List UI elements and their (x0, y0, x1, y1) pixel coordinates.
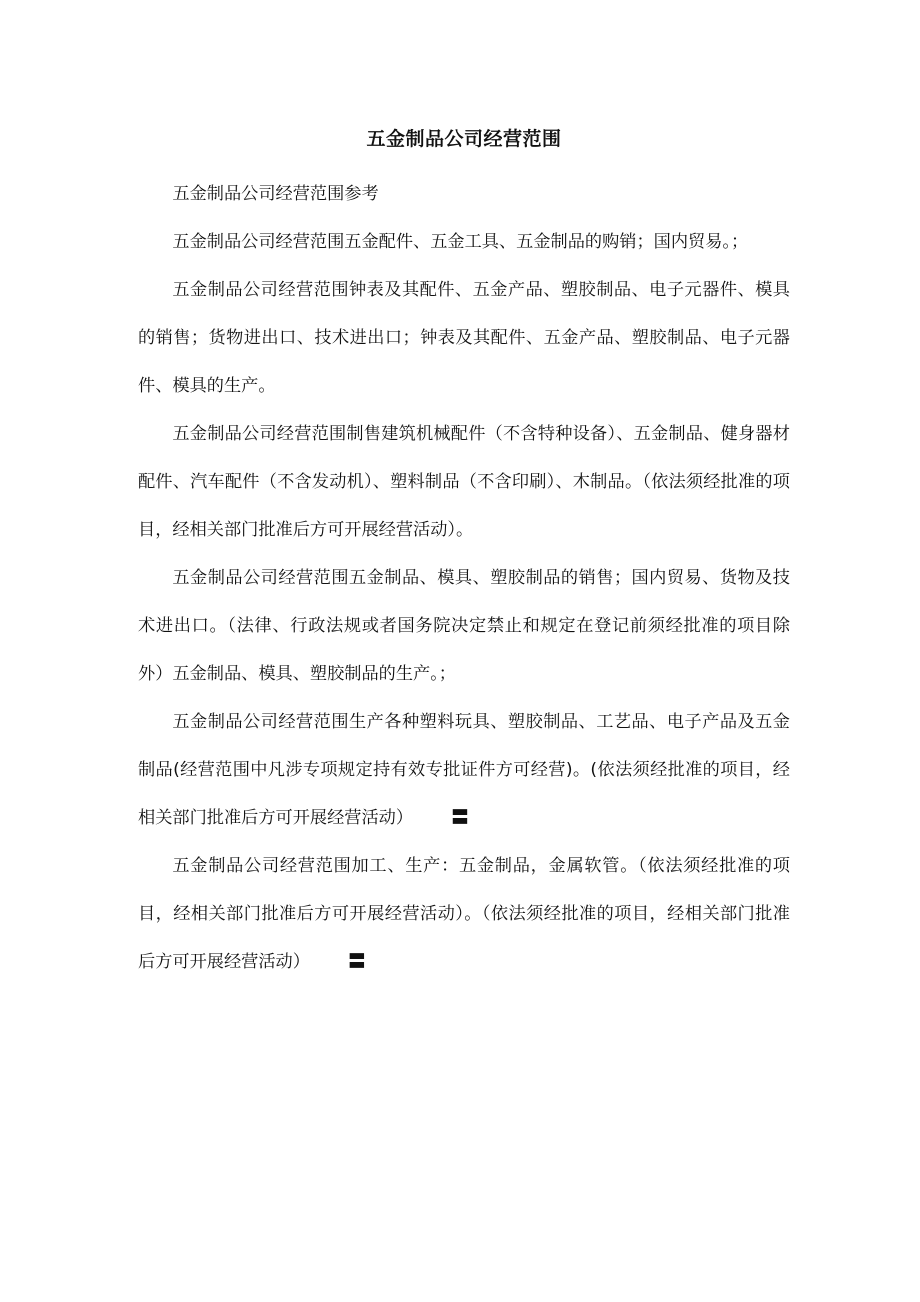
paragraph-clocks-electronics (138, 266, 790, 410)
paragraph-text: 五金制品公司经营范围五金配件、五金工具、五金制品的购销；国内贸易。； (172, 232, 749, 252)
paragraph-text: 五金制品公司经营范围钟表及其配件、五金产品、塑胶制品、电子元器件、模具的销售；货物进出口、技术进出口；钟表及其配件、五金产品、塑胶制品、电子元器件、模具的生产。 (138, 280, 790, 396)
paragraph-construction-parts (138, 410, 790, 554)
paragraph-text: 五金制品公司经营范围加工、生产：五金制品，金属软管。（依法须经批准的项目，经相关部门批准后方可开展经营活动）。（依法须经批准的项目，经相关部门批准后方可开展经营活动） (138, 856, 790, 972)
paragraph-hardware-trade (138, 218, 790, 266)
paragraph-reference (138, 170, 790, 218)
paragraph-metal-hose (138, 842, 790, 986)
paragraph-toys-crafts (138, 698, 790, 842)
paragraph-text: 五金制品公司经营范围参考 (172, 184, 379, 204)
paragraph-text: 五金制品公司经营范围五金制品、模具、塑胶制品的销售；国内贸易、货物及技术进出口。（法律、行政法规或者国务院决定禁止和规定在登记前须经批准的项目除外）五金制品、模具、塑胶制品的生产。； (138, 568, 790, 684)
paragraph-text: 五金制品公司经营范围生产各种塑料玩具、塑胶制品、工艺品、电子产品及五金制品(经营范围中凡涉专项规定持有效专批证件方可经营)。(依法须经批准的项目，经相关部门批准后方可开展经营活动） (138, 712, 790, 828)
document-title: 五金制品公司经营范围 (366, 128, 562, 150)
paragraph-molds-plastics (138, 554, 790, 698)
end-mark: 〓 (451, 808, 469, 828)
paragraph-text: 五金制品公司经营范围制售建筑机械配件（不含特种设备）、五金制品、健身器材配件、汽车配件（不含发动机）、塑料制品（不含印刷）、木制品。（依法须经批准的项目，经相关部门批准后方可开展经营活动）。 (138, 424, 790, 540)
end-mark: 〓 (348, 952, 366, 972)
